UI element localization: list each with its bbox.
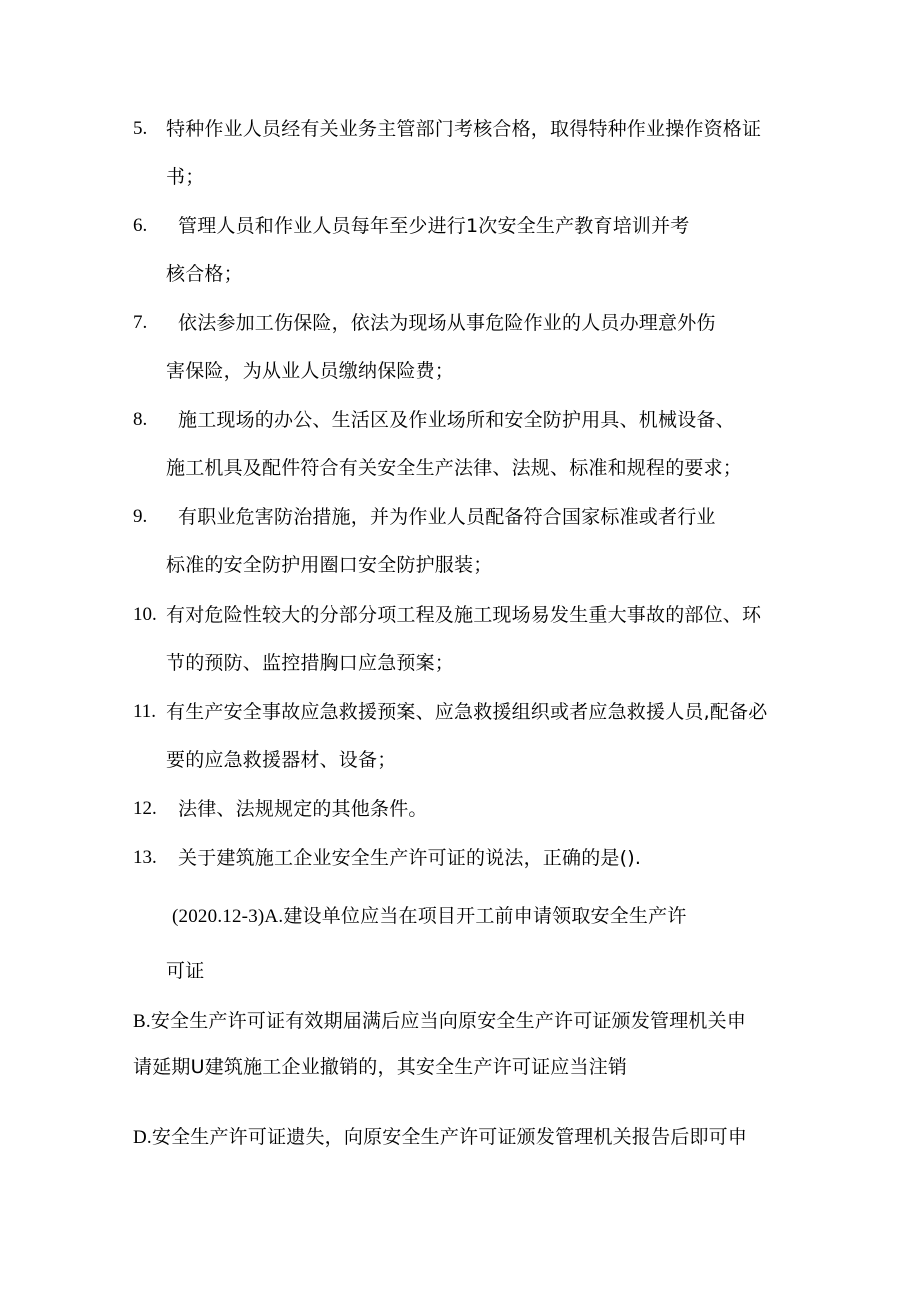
option-b-prefix: B. <box>133 1011 151 1032</box>
item-text-continued: 标准的安全防护用圈口安全防护服装； <box>166 554 493 576</box>
option-b-text: 安全生产许可证有效期届满后应当向原安全生产许可证颁发管理机关申 <box>150 1010 747 1032</box>
item-number: 10. <box>133 604 157 625</box>
question-stem: 关于建筑施工企业安全生产许可证的说法，正确的是(). <box>178 847 642 869</box>
item-text: 管理人员和作业人员每年至少进行1次安全生产教育培训并考 <box>178 215 690 237</box>
option-a-text: 建设单位应当在项目开工前申请领取安全生产许 <box>283 905 687 927</box>
option-d-text: 安全生产许可证遗失，向原安全生产许可证颁发管理机关报告后即可申 <box>151 1126 748 1148</box>
item-text: 有生产安全事故应急救援预案、应急救援组织或者应急救援人员,配备必 <box>166 701 768 723</box>
item-text-continued: 核合格； <box>166 263 243 285</box>
item-number: 6. <box>133 215 148 236</box>
item-number: 7. <box>133 312 148 333</box>
item-number: 11. <box>133 701 157 722</box>
item-number: 9. <box>133 506 148 527</box>
option-b-line <box>133 1009 746 1034</box>
option-a-line <box>172 904 687 929</box>
option-d-line <box>133 1125 747 1150</box>
item-number: 12. <box>133 798 157 819</box>
option-a-continued: 可证 <box>166 960 205 982</box>
item-number: 8. <box>133 409 148 430</box>
item-text-continued: 书； <box>166 166 205 188</box>
item-text: 施工现场的办公、生活区及作业场所和安全防护用具、机械设备、 <box>178 409 735 431</box>
item-text: 依法参加工伤保险，依法为现场从事危险作业的人员办理意外伤 <box>178 312 716 334</box>
item-text-continued: 节的预防、监控措胸口应急预案； <box>166 652 455 674</box>
item-text: 有职业危害防治措施，并为作业人员配备符合国家标准或者行业 <box>178 506 716 528</box>
item-text: 特种作业人员经有关业务主管部门考核合格，取得特种作业操作资格证 <box>166 118 762 140</box>
item-number: 13. <box>133 847 157 868</box>
item-text: 有对危险性较大的分部分项工程及施工现场易发生重大事故的部位、环 <box>166 604 762 626</box>
item-text-continued: 要的应急救援器材、设备； <box>166 749 397 771</box>
option-b-continued: 请延期U建筑施工企业撤销的，其安全生产许可证应当注销 <box>133 1056 628 1078</box>
option-d-prefix: D. <box>133 1127 152 1148</box>
question-source: (2020.12-3)A. <box>172 906 284 927</box>
item-number: 5. <box>133 118 148 139</box>
item-text-continued: 施工机具及配件符合有关安全生产法律、法规、标准和规程的要求； <box>166 457 743 479</box>
item-text: 法律、法规规定的其他条件。 <box>178 798 428 820</box>
item-text-continued: 害保险，为从业人员缴纳保险费； <box>166 360 455 382</box>
